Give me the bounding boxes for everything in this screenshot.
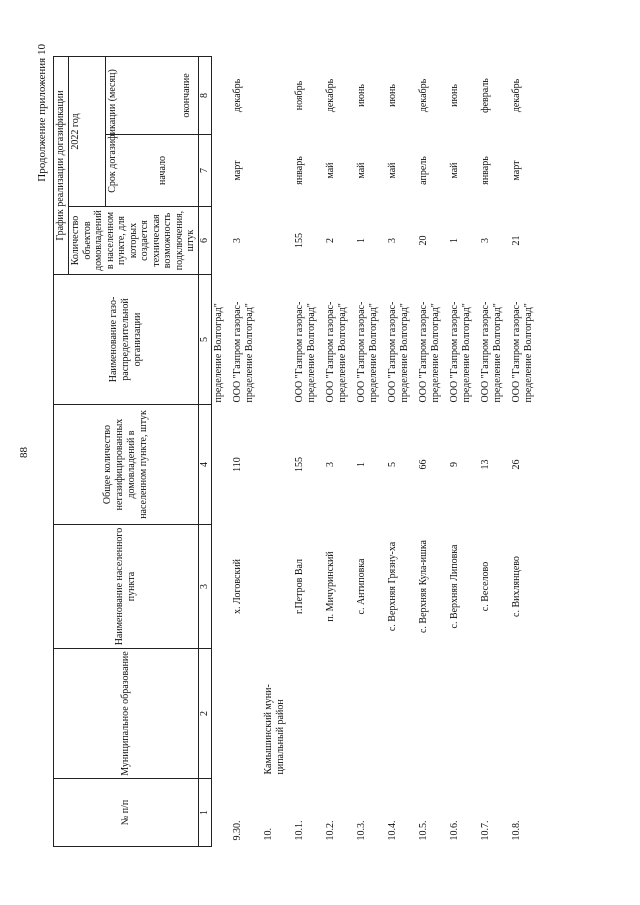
end-month-cell: июнь (355, 84, 367, 107)
appendix-caption: Продолжение приложения 10 (36, 44, 48, 182)
start-month-cell: май (324, 162, 336, 179)
gdo-cell: ООО "Газпром газорас-пределение Волгоград" (448, 301, 472, 403)
row-number: 9.30. (231, 820, 243, 841)
objects-count-cell: 3 (386, 238, 398, 243)
objects-count-cell: 21 (510, 235, 522, 246)
end-month-cell: июнь (386, 84, 398, 107)
row-number: 10.5. (417, 820, 429, 841)
settlement-cell: с. Вихлянцево (510, 556, 522, 617)
start-month-cell (211, 135, 231, 207)
objects-count-cell: 1 (355, 238, 367, 243)
total-households-cell (211, 405, 231, 525)
header-no: № п/п (54, 779, 199, 847)
gdo-cell: ООО "Газпром газорас-пределение Волгоград" (510, 301, 534, 403)
total-households-cell: 110 (231, 457, 243, 472)
column-number: 3 (198, 525, 211, 649)
municipality-cell: Камышинский муни-ципальный район (262, 684, 286, 775)
table-row (231, 56, 262, 846)
objects-count-cell: 3 (479, 238, 491, 243)
end-month-cell: декабрь (231, 78, 243, 113)
end-month-cell (262, 56, 293, 134)
table-row (386, 56, 417, 846)
total-households-cell: 13 (479, 459, 491, 470)
objects-count-cell (262, 207, 293, 275)
settlement-cell: с. Веселово (479, 561, 491, 612)
table-row (293, 56, 324, 846)
column-number: 1 (198, 779, 211, 847)
start-month-cell: апрель (417, 156, 429, 185)
table-body (211, 56, 541, 846)
gdo-cell: ООО "Газпром газорас-пределение Волгоград" (231, 301, 255, 403)
settlement-cell (211, 525, 231, 649)
row-number: 10.7. (479, 820, 491, 841)
gdo-cell: ООО "Газпром газорас-пределение Волгоград" (479, 301, 503, 403)
start-month-cell: январь (293, 156, 305, 185)
gdo-cell: пределение Волгоград" (212, 303, 224, 403)
total-households-cell (262, 405, 293, 525)
settlement-cell: х. Логовский (231, 558, 243, 615)
total-households-cell: 5 (386, 462, 398, 467)
table-row (510, 56, 541, 846)
gasification-table (53, 56, 541, 847)
start-month-cell: май (448, 162, 460, 179)
start-month-cell: март (231, 160, 243, 181)
table-row (211, 56, 231, 846)
column-number: 6 (198, 207, 211, 275)
header-start-label: начало (156, 156, 168, 185)
objects-count-cell: 2 (324, 238, 336, 243)
header-end-label: окончание (180, 73, 192, 118)
table-row (355, 56, 386, 846)
municipality-cell (231, 649, 262, 779)
total-households-cell: 66 (417, 459, 429, 470)
start-month-cell (262, 135, 293, 207)
total-households-cell: 26 (510, 459, 522, 470)
settlement-cell: с. Верхняя Кула-ишка (417, 539, 429, 634)
gdo-cell: ООО "Газпром газорас-пределение Волгоград" (417, 301, 441, 403)
end-month-cell: февраль (479, 78, 491, 113)
header-term: Срок догазификации (месяц) (106, 69, 118, 193)
municipality-cell (510, 649, 541, 779)
gdo-cell: ООО "Газпром газорас-пределение Волгоград" (293, 301, 317, 403)
gdo-cell (262, 275, 293, 405)
objects-count-cell: 1 (448, 238, 460, 243)
settlement-cell: г.Петров Вал (293, 558, 305, 615)
settlement-cell: п. Мичуринский (324, 551, 336, 622)
end-month-cell (211, 56, 231, 134)
header-settlement: Наименование населенного пункта (54, 525, 199, 649)
row-number: 10.3. (355, 820, 367, 841)
row-number: 10.8. (510, 820, 522, 841)
column-number: 5 (198, 275, 211, 405)
row-number: 10.4. (386, 820, 398, 841)
column-number: 8 (198, 56, 211, 134)
municipality-cell (479, 649, 510, 779)
end-month-cell: декабрь (417, 78, 429, 113)
gdo-cell: ООО "Газпром газорас-пределение Волгоград" (386, 301, 410, 403)
end-month-cell: июнь (448, 84, 460, 107)
total-households-cell: 155 (293, 457, 305, 472)
settlement-cell: с. Верхняя Липовка (448, 544, 460, 629)
table-row (479, 56, 510, 846)
total-households-cell: 1 (355, 462, 367, 467)
row-number: 10.2. (324, 820, 336, 841)
objects-count-cell: 3 (231, 238, 243, 243)
start-month-cell: май (355, 162, 367, 179)
total-households-cell: 3 (324, 462, 336, 467)
table-header (54, 56, 212, 846)
start-month-cell: май (386, 162, 398, 179)
header-municipality: Муниципальное образование (54, 649, 199, 779)
header-gdo: Наименование газо-распределительной организации (54, 275, 199, 405)
end-month-cell: декабрь (510, 78, 522, 113)
municipality-cell (448, 649, 479, 779)
table-row (324, 56, 355, 846)
end-month-cell: ноябрь (293, 80, 305, 111)
settlement-cell: с. Верхняя Грязну-ха (386, 541, 398, 632)
header-total-households: Общее количество негазифицированных домовладений в населенном пункте, штук (54, 405, 199, 525)
settlement-cell (262, 525, 293, 649)
start-month-cell: март (510, 160, 522, 181)
municipality-cell (417, 649, 448, 779)
start-month-cell: январь (479, 156, 491, 185)
column-number: 7 (198, 135, 211, 207)
total-households-cell: 9 (448, 462, 460, 467)
row-number: 10.6. (448, 820, 460, 841)
objects-count-cell: 155 (293, 233, 305, 248)
municipality-cell (324, 649, 355, 779)
page-number: 88 (18, 447, 30, 458)
gdo-cell: ООО "Газпром газорас-пределение Волгоград" (355, 301, 379, 403)
municipality-cell (386, 649, 417, 779)
column-numbers-row (198, 56, 211, 846)
header-schedule: График реализации догазификации (54, 56, 69, 274)
header-end (105, 56, 198, 134)
municipality-cell (355, 649, 386, 779)
municipality-cell (293, 649, 324, 779)
column-number: 2 (198, 649, 211, 779)
table-row (448, 56, 479, 846)
objects-count-cell: 20 (417, 235, 429, 246)
row-number: 10. (262, 828, 274, 841)
settlement-cell: с. Антиповка (355, 558, 367, 615)
end-month-cell: декабрь (324, 78, 336, 113)
municipality-cell (211, 649, 231, 779)
gdo-cell: ООО "Газпром газорас-пределение Волгоград" (324, 301, 348, 403)
table-row (262, 56, 293, 846)
objects-count-cell (211, 207, 231, 275)
header-objects-count: Количество объектов домовладений в населенном пункте, для которых создается техническая возможность подключения, штук (69, 207, 199, 275)
header-year: 2022 год (69, 56, 106, 206)
column-number: 4 (198, 405, 211, 525)
row-number (211, 779, 231, 847)
table-row (417, 56, 448, 846)
row-number: 10.1. (293, 820, 305, 841)
